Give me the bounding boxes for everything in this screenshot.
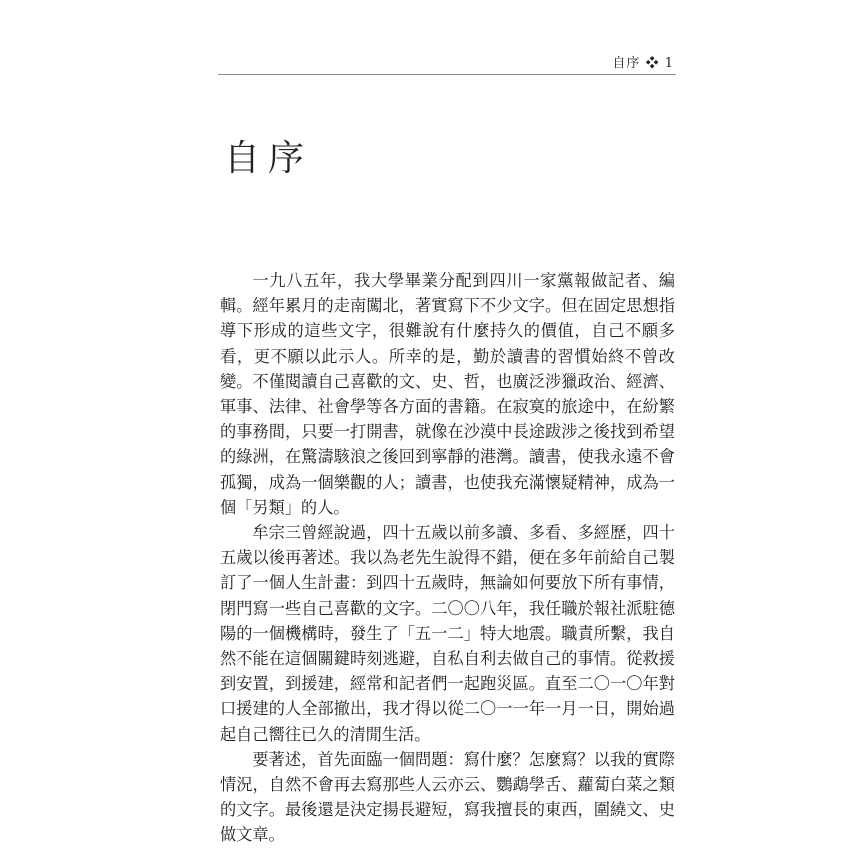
page-number: 1 <box>664 56 674 71</box>
body-text <box>220 268 675 848</box>
ornament-icon: ❖ <box>645 56 660 71</box>
paragraph: 牟宗三曾經說過，四十五歲以前多讀、多看、多經歷，四十五歲以後再著述。我以為老先生說得不錯，便在多年前給自己製訂了一個人生計畫：到四十五歲時，無論如何要放下所有事情，閉門寫一些自己喜歡的文字。二〇〇八年，我任職於報社派駐德陽的一個機構時，發生了「五一二」特大地震。職責所繫，我自然不能在這個關鍵時刻逃避，自私自利去做自己的事情。從救援到安置，到援建，經常和記者們一起跑災區。直至二〇一〇年對口援建的人全部撤出，我才得以從二〇一一年一月一日，開始過起自己嚮往已久的清閒生活。 <box>220 523 675 744</box>
running-title: 自序 <box>612 56 641 71</box>
paragraph: 一九八五年，我大學畢業分配到四川一家黨報做記者、編輯。經年累月的走南闖北，著實寫下不少文字。但在固定思想指導下形成的這些文字，很難說有什麼持久的價值，自己不願多看，更不願以此示人。所幸的是，勤於讀書的習慣始終不曾改變。不僅閱讀自己喜歡的文、史、哲，也廣泛涉獵政治、經濟、軍事、法律、社會學等各方面的書籍。在寂寞的旅途中，在紛繁的事務間，只要一打開書，就像在沙漠中長途跋涉之後找到希望的綠洲，在驚濤駭浪之後回到寧靜的港灣。讀書，使我永遠不會孤獨，成為一個樂觀的人；讀書，也使我充滿懷疑精神，成為一個「另類」的人。 <box>220 271 675 517</box>
paragraph: 要著述，首先面臨一個問題：寫什麼？怎麼寫？以我的實際情況，自然不會再去寫那些人云亦云、鸚鵡學舌、蘿蔔白菜之類的文字。最後還是決定揚長避短，寫我擅長的東西，圍繞文、史做文章。 <box>220 749 675 845</box>
chapter-title: 自序 <box>224 138 313 179</box>
header-rule <box>218 74 676 75</box>
running-header <box>218 52 674 72</box>
